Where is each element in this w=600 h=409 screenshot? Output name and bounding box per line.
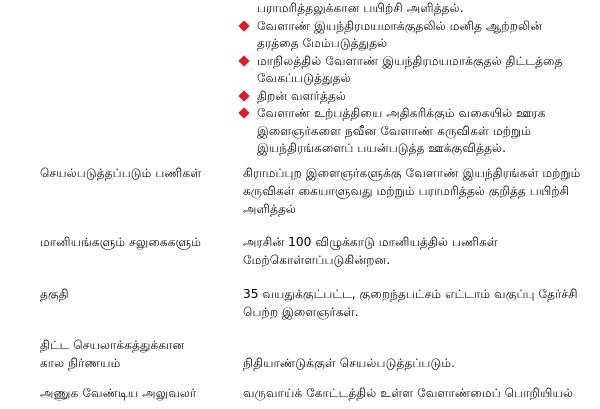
objective-line xyxy=(238,53,594,71)
red-diamond-bullet-icon xyxy=(238,107,249,118)
label-line: திட்ட செயலாக்கத்துக்கான xyxy=(40,338,185,352)
objective-text: வேளாண் உற்பத்தியை அதிகரிக்கும் வகையில் ஊரக xyxy=(257,106,546,120)
row-label xyxy=(40,234,230,252)
value-line: நிதியாண்டுக்குள் செயல்படுத்தப்படும். xyxy=(243,355,456,370)
label-line: செயல்படுத்தப்படும் பணிகள் xyxy=(40,166,202,180)
objective-line: இளைஞர்களை நவீன வேளாண் கருவிகள் மற்றும் xyxy=(257,123,532,138)
value-line: அளித்தல் xyxy=(243,201,297,216)
label-line: மானியங்களும் சலுகைகளும் xyxy=(40,235,202,249)
row-value xyxy=(243,385,595,403)
row-label xyxy=(40,385,230,403)
value-line: கிராமப்புற இளைஞர்களுக்கு வேளாண் இயந்திரங்கள் மற்றும் xyxy=(243,166,581,180)
row-value xyxy=(243,337,595,373)
red-diamond-bullet-icon xyxy=(238,90,249,101)
objectives-list xyxy=(238,0,594,158)
value-line: 35 வயதுக்குட்பட்ட, குறைந்தபட்சம் எட்டாம் வகுப்பு தேர்ச்சி xyxy=(243,287,578,301)
objective-line xyxy=(238,18,594,36)
label-line: தகுதி xyxy=(40,287,69,301)
objective-text: மாநிலத்தில் வேளாண் இயந்திரமயமாக்குதல் திட்டத்தை xyxy=(257,53,563,68)
value-line: பெற்ற இளைஞர்கள். xyxy=(243,304,359,319)
row-value xyxy=(243,286,595,322)
row-value xyxy=(243,234,595,270)
objective-line: வேகப்படுத்துதல் xyxy=(257,71,351,85)
red-diamond-bullet-icon xyxy=(238,20,249,31)
label-line: கால நிர்ணயம் xyxy=(40,355,121,370)
value-line: மேற்கொள்ளப்படுகின்றன. xyxy=(243,252,391,267)
objective-line xyxy=(238,105,594,123)
label-line: அணுக வேண்டிய அலுவலர் xyxy=(40,386,197,400)
objective-line: தரத்தை மேம்படுத்துதல் xyxy=(257,36,388,50)
objective-text: திறன் வளர்த்தல் xyxy=(257,88,346,103)
objective-line: இயந்திரங்களைப் பயன்படுத்த ஊக்குவித்தல். xyxy=(257,141,507,155)
value-line: கருவிகள் கையாளுவது மற்றும் பராமரித்தல் குறித்த பயிற்சி xyxy=(243,183,570,198)
row-value xyxy=(243,165,595,218)
row-label xyxy=(40,165,230,183)
objective-line: பராமரித்தலுக்கான பயிற்சி அளித்தல். xyxy=(257,1,464,15)
red-diamond-bullet-icon xyxy=(238,55,249,66)
value-line: அரசின் 100 விழுக்காடு மானியத்தில் பணிகள் xyxy=(243,235,498,249)
value-line: வருவாய்க் கோட்டத்தில் உள்ள வேளாண்மைப் பொறியியல் xyxy=(243,386,574,400)
objective-line xyxy=(238,88,594,106)
value-line xyxy=(243,337,595,355)
objective-text: வேளாண் இயந்திரமயமாக்குதலில் மனித ஆற்றலின் xyxy=(257,18,543,33)
row-label xyxy=(40,337,230,373)
row-label xyxy=(40,286,230,304)
